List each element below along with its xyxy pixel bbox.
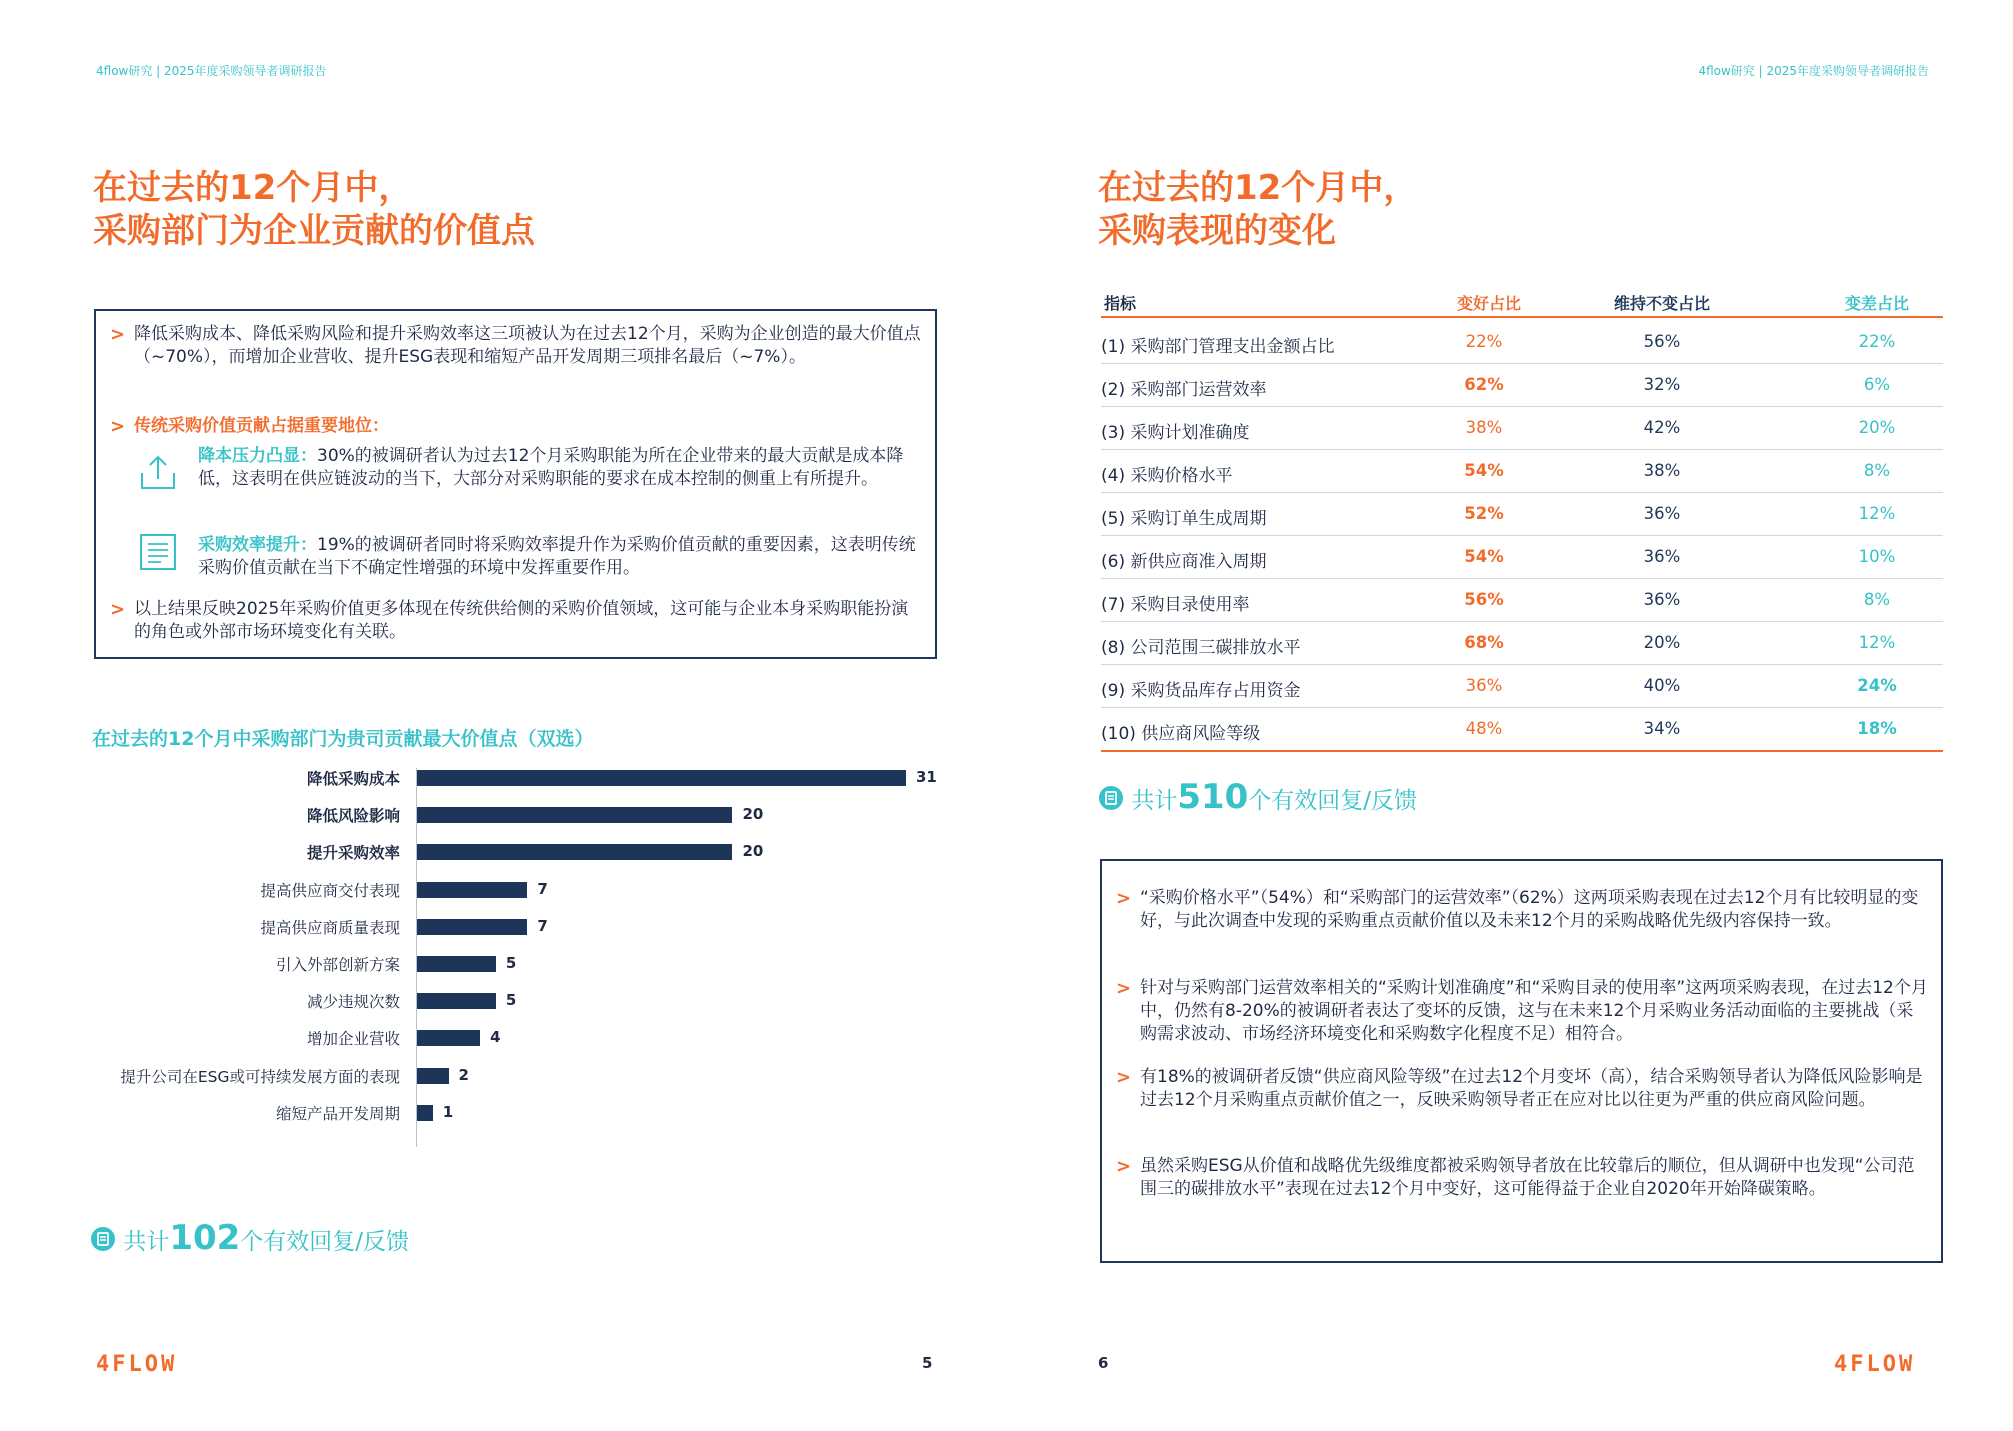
left-title-line1: 在过去的12个月中，: [93, 168, 413, 208]
table-cell-better: 62%: [1464, 375, 1504, 394]
table-cell-same: 38%: [1643, 461, 1681, 480]
table-row-label: (1) 采购部门管理支出金额占比: [1101, 337, 1335, 357]
table-cell-better: 54%: [1464, 461, 1504, 480]
chart-bar: [417, 1068, 449, 1084]
table-row-divider: [1101, 664, 1943, 665]
right-responses-count: [1098, 777, 1417, 817]
table-header-metric: 指标: [1104, 294, 1137, 313]
table-cell-better: 22%: [1465, 332, 1503, 351]
table-cell-worse: 8%: [1863, 461, 1891, 480]
table-cell-better: 36%: [1465, 676, 1503, 695]
table-cell-better: 48%: [1465, 719, 1503, 738]
left-responses-count: [90, 1218, 409, 1258]
table-row-label: (9) 采购货品库存占用资金: [1101, 681, 1301, 701]
left-4flow-logo: 4FLOW: [96, 1352, 178, 1377]
response-badge-icon: [90, 1226, 116, 1252]
left-responses-suffix: 个有效回复/反馈: [240, 1229, 410, 1255]
right-responses-number: 510: [1177, 777, 1249, 817]
chart-bar-value-label: 20: [742, 842, 764, 861]
table-cell-worse: 6%: [1863, 375, 1891, 394]
table-cell-better: 56%: [1464, 590, 1504, 609]
table-row-label: (8) 公司范围三碳排放水平: [1101, 638, 1301, 658]
table-row-divider: [1101, 406, 1943, 407]
chart-bar-value-label: 7: [537, 879, 548, 898]
chart-category-label: 降低风险影响: [306, 807, 400, 826]
left-box-p2-heading: 传统采购价值贡献占据重要地位：: [134, 416, 389, 436]
bullet-arrow-icon: >: [1116, 978, 1132, 999]
table-row-label: (3) 采购计划准确度: [1101, 423, 1250, 443]
bullet-arrow-icon: >: [1116, 1156, 1132, 1177]
chart-bar: [417, 919, 527, 935]
table-cell-worse: 10%: [1858, 547, 1896, 566]
chart-category-label: 提升公司在ESG或可持续发展方面的表现: [120, 1067, 400, 1086]
table-row-divider: [1101, 707, 1943, 708]
right-box-p4: 虽然采购ESG从价值和战略优先级维度都被采购领导者放在比较靠后的顺位，但从调研中也发现“公司范围三的碳排放水平”表现在过去12个月中变好，这可能得益于企业自2020年开始降碳策略。: [1140, 1156, 1915, 1199]
right-box-p2: 针对与采购部门运营效率相关的“采购计划准确度”和“采购目录的使用率”这两项采购表现，在过去12个月中，仍然有8-20%的被调研者表达了变坏的反馈，这与在未来12个月采购业务活动面临的主要挑战（采购需求波动、市场经济环境变化和采购数字化程度不足）相符合。: [1140, 978, 1928, 1044]
bullet-arrow-icon: >: [1116, 1067, 1132, 1088]
table-header-same: 维持不变占比: [1613, 294, 1711, 313]
left-box-p3: 以上结果反映2025年采购价值更多体现在传统供给侧的采购价值领域，这可能与企业本身采购职能扮演的角色或外部市场环境变化有关联。: [134, 599, 909, 642]
chart-bar-value-label: 31: [916, 768, 937, 786]
table-cell-better: 68%: [1464, 633, 1504, 652]
left-responses-number: 102: [169, 1218, 241, 1258]
table-row-label: (6) 新供应商准入周期: [1101, 552, 1267, 572]
sub1-text: 30%的被调研者认为过去12个月采购职能为所在企业带来的最大贡献是成本降低，这表明在供应链波动的当下，大部分对采购职能的要求在成本控制的侧重上有所提升。: [198, 446, 904, 489]
chart-bar-value-label: 20: [742, 805, 764, 824]
table-header-better: 变好占比: [1456, 294, 1522, 313]
right-4flow-logo: 4FLOW: [1834, 1352, 1916, 1377]
bullet-arrow-icon: >: [110, 416, 126, 437]
table-header-rule: [1101, 316, 1943, 318]
right-box-p3: 有18%的被调研者反馈“供应商风险等级”在过去12个月变坏（高），结合采购领导者认为降低风险影响是过去12个月采购重点贡献价值之一，反映采购领导者正在应对比以往更为严重的供应商风险问题。: [1140, 1067, 1923, 1110]
sub2-label: 采购效率提升：: [198, 535, 317, 555]
table-row-label: (5) 采购订单生成周期: [1101, 509, 1267, 529]
table-cell-better: 38%: [1465, 418, 1503, 437]
table-row-divider: [1101, 492, 1943, 493]
chart-category-label: 提高供应商交付表现: [260, 881, 400, 900]
table-cell-same: 36%: [1643, 590, 1681, 609]
chart-bar: [417, 807, 732, 823]
table-cell-worse: 18%: [1857, 719, 1897, 738]
right-responses-suffix: 个有效回复/反馈: [1248, 788, 1418, 814]
table-row-label: (7) 采购目录使用率: [1101, 595, 1250, 615]
table-cell-same: 40%: [1643, 676, 1681, 695]
table-cell-worse: 24%: [1857, 676, 1897, 695]
chart-bar: [417, 882, 527, 898]
table-row-divider: [1101, 621, 1943, 622]
table-row-divider: [1101, 449, 1943, 450]
chart-category-label: 减少违规次数: [306, 993, 400, 1012]
left-box-p1: 降低采购成本、降低采购风险和提升采购效率这三项被认为在过去12个月，采购为企业创造的最大价值点（~70%），而增加企业营收、提升ESG表现和缩短产品开发周期三项排名最后（~7%）。: [134, 324, 921, 367]
table-cell-same: 34%: [1643, 719, 1681, 738]
right-title-line1: 在过去的12个月中，: [1098, 168, 1418, 208]
table-cell-same: 32%: [1643, 375, 1681, 394]
table-cell-worse: 12%: [1858, 633, 1896, 652]
table-cell-worse: 20%: [1858, 418, 1896, 437]
table-cell-same: 36%: [1643, 504, 1681, 523]
bullet-arrow-icon: >: [110, 324, 126, 345]
right-title-line2: 采购表现的变化: [1098, 211, 1336, 251]
sub1-label: 降本压力凸显：: [198, 446, 317, 466]
chart-bar: [417, 1030, 480, 1046]
table-cell-better: 52%: [1464, 504, 1504, 523]
bullet-arrow-icon: >: [1116, 888, 1132, 909]
left-responses-prefix: 共计: [123, 1229, 170, 1255]
table-cell-worse: 22%: [1858, 332, 1896, 351]
right-box-p1: “采购价格水平”（54%）和“采购部门的运营效率”（62%）这两项采购表现在过去12个月有比较明显的变好，与此次调查中发现的采购重点贡献价值以及未来12个月的采购战略优先级内容保持一致。: [1140, 888, 1919, 931]
chart-bar-value-label: 5: [505, 954, 517, 972]
running-header-right: 4flow研究 | 2025年度采购领导者调研报告: [1698, 64, 1929, 78]
table-header-worse: 变差占比: [1844, 294, 1910, 313]
right-responses-prefix: 共计: [1131, 788, 1178, 814]
table-row-divider: [1101, 750, 1943, 752]
bullet-arrow-icon: >: [110, 599, 126, 620]
table-row-label: (2) 采购部门运营效率: [1101, 380, 1267, 400]
table-row-label: (4) 采购价格水平: [1101, 466, 1233, 486]
chart-bar-value-label: 4: [490, 1028, 501, 1047]
left-page-number: 5: [922, 1354, 933, 1372]
right-summary-box: [1100, 859, 1943, 1263]
response-badge-icon: [1098, 785, 1124, 811]
chart-bar-value-label: 1: [442, 1102, 454, 1121]
table-row-divider: [1101, 578, 1943, 579]
table-cell-same: 36%: [1643, 547, 1681, 566]
table-cell-same: 42%: [1643, 418, 1681, 437]
chart-bar: [417, 993, 496, 1009]
chart-bar-value-label: 2: [458, 1065, 469, 1084]
chart-category-label: 缩短产品开发周期: [275, 1104, 400, 1123]
chart-title: 在过去的12个月中采购部门为贵司贡献最大价值点（双选）: [92, 728, 594, 750]
table-row-label: (10) 供应商风险等级: [1101, 724, 1261, 744]
chart-bar: [417, 844, 732, 860]
chart-bar-value-label: 7: [537, 916, 548, 935]
table-cell-worse: 8%: [1863, 590, 1891, 609]
table-row-divider: [1101, 363, 1943, 364]
left-title-line2: 采购部门为企业贡献的价值点: [93, 211, 535, 251]
table-cell-same: 20%: [1643, 633, 1681, 652]
table-cell-better: 54%: [1464, 547, 1504, 566]
running-header-left: 4flow研究 | 2025年度采购领导者调研报告: [96, 64, 327, 78]
right-page-number: 6: [1098, 1354, 1109, 1372]
chart-category-label: 提高供应商质量表现: [260, 918, 400, 937]
chart-bar: [417, 1105, 433, 1121]
table-cell-same: 56%: [1643, 332, 1681, 351]
chart-category-label: 引入外部创新方案: [275, 956, 400, 974]
chart-bar-value-label: 5: [505, 991, 517, 1010]
chart-bar: [417, 956, 496, 972]
table-row-divider: [1101, 535, 1943, 536]
sub2-text: 19%的被调研者同时将采购效率提升作为采购价值贡献的重要因素，这表明传统采购价值贡献在当下不确定性增强的环境中发挥重要作用。: [198, 535, 916, 578]
chart-category-label: 增加企业营收: [306, 1030, 400, 1049]
chart-category-label: 提升采购效率: [306, 844, 400, 863]
chart-category-label: 降低采购成本: [306, 770, 400, 788]
table-cell-worse: 12%: [1858, 504, 1896, 523]
